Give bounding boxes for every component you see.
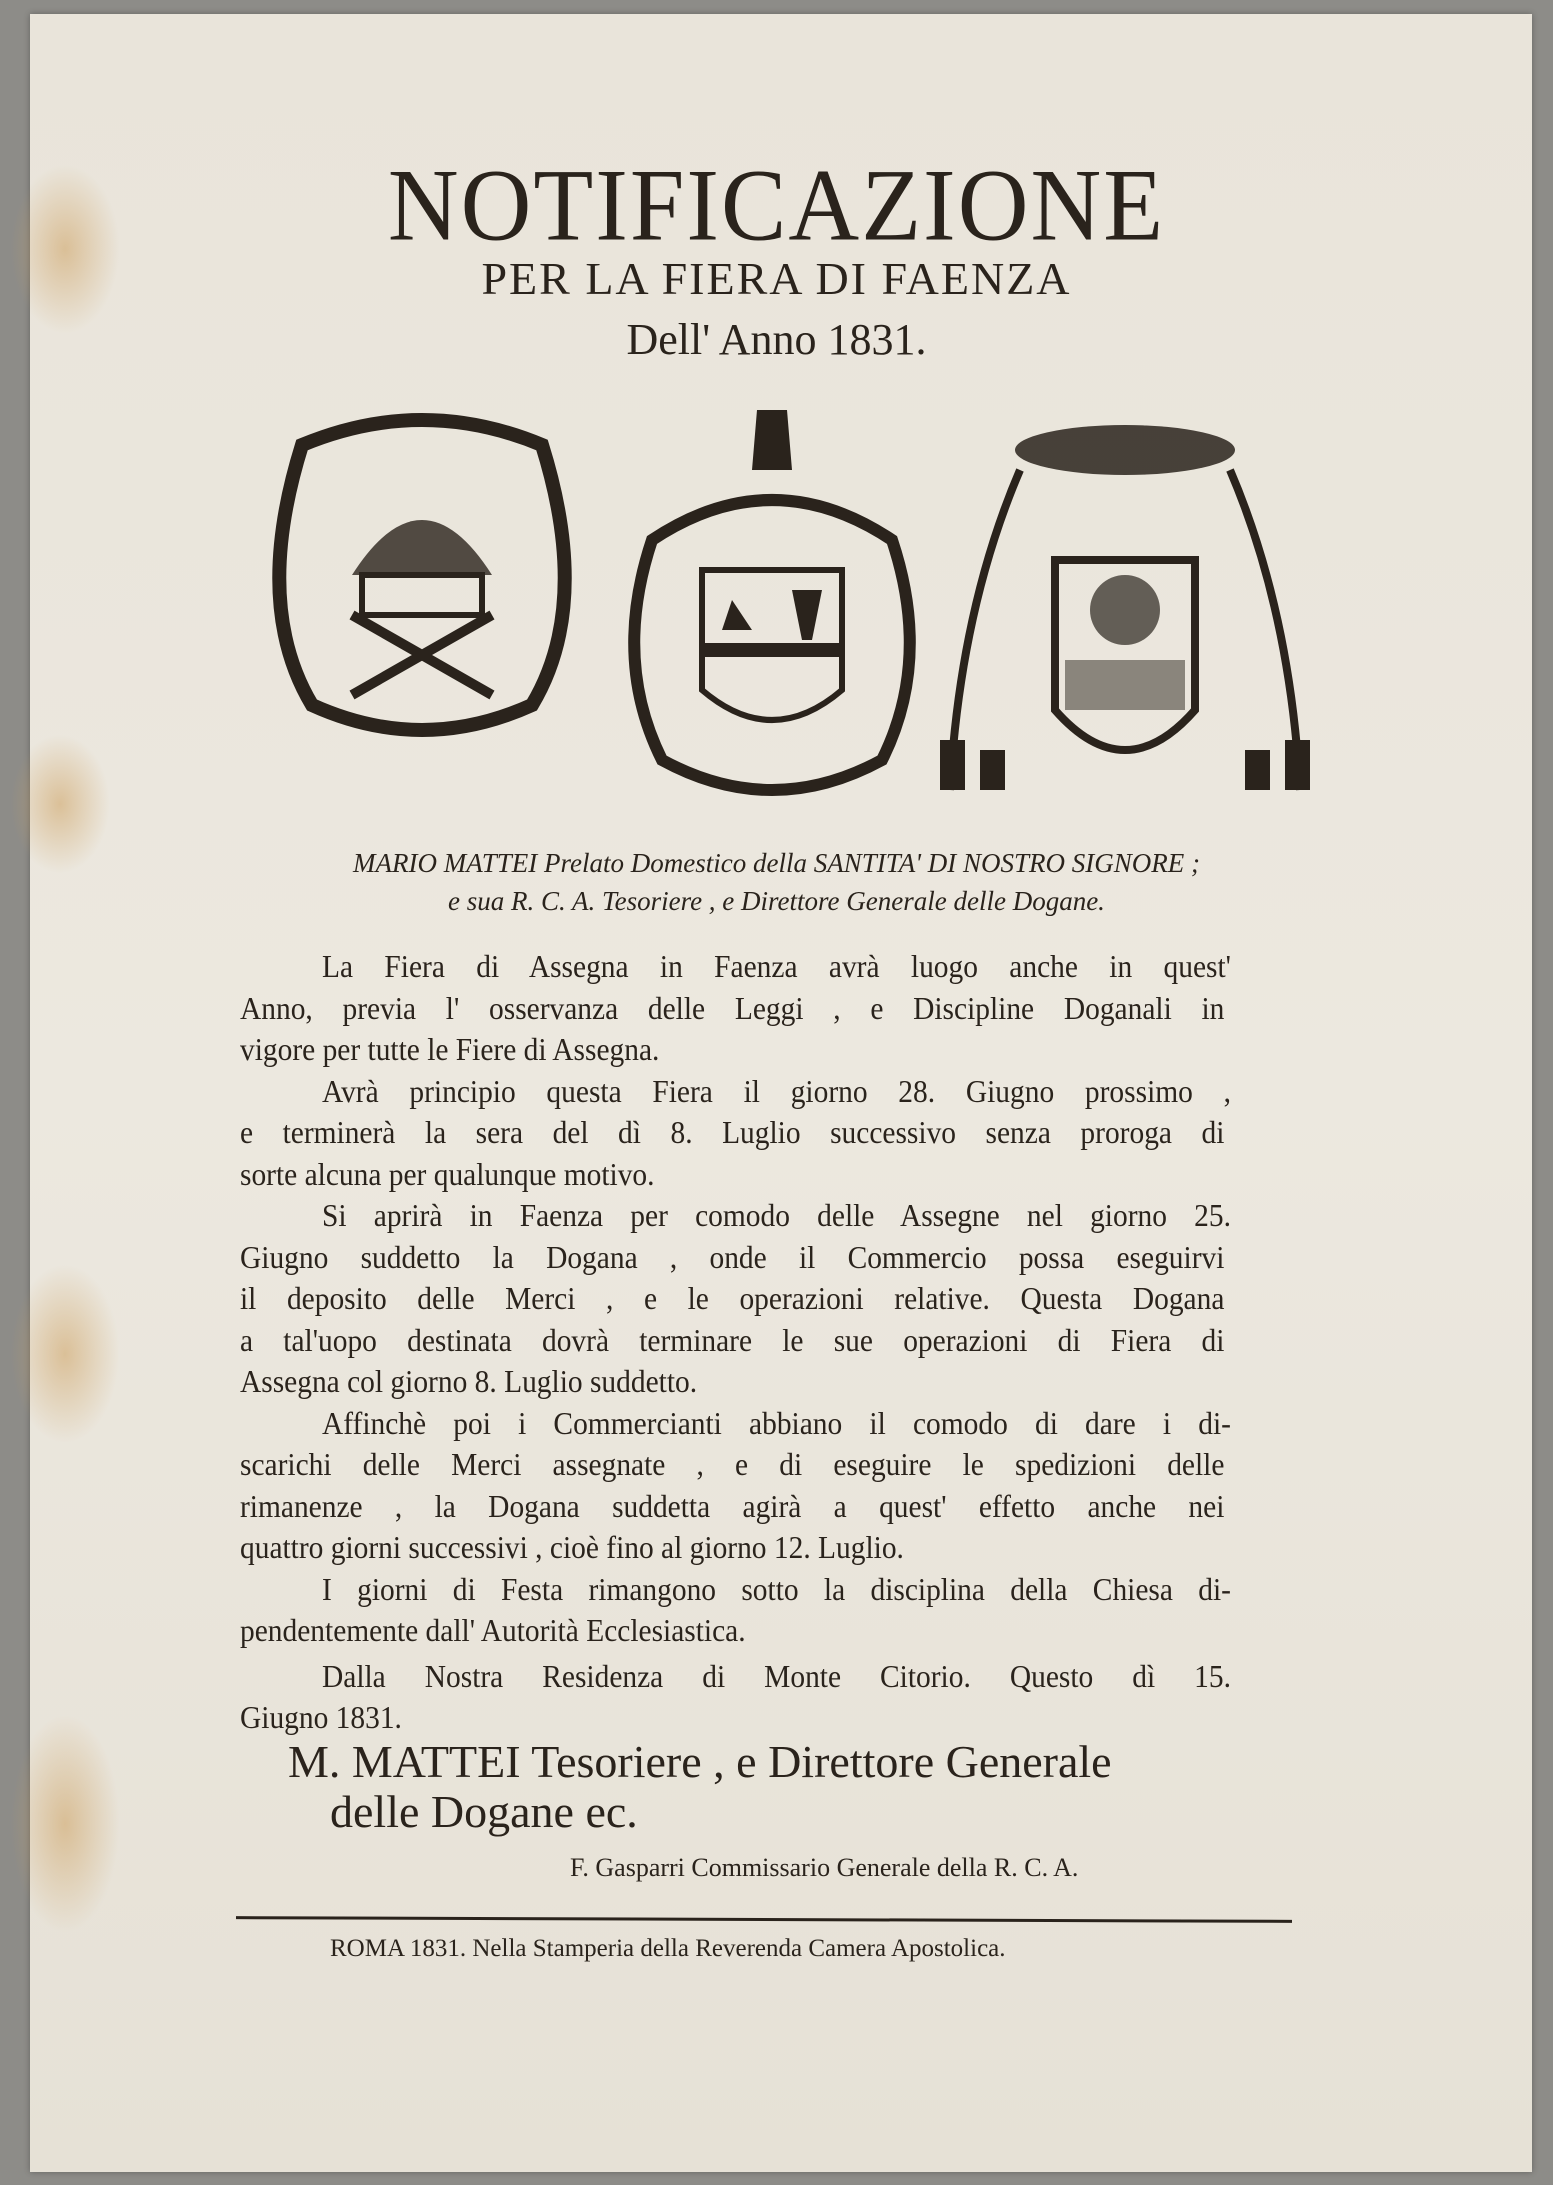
pope-arms-icon [612, 400, 932, 820]
body-line: Assegna col giorno 8. Luglio suddetto. [240, 1363, 698, 1399]
body-line: Si aprirà in Faenza per comodo delle Assegne nel giorno 25. [322, 1197, 1231, 1233]
body-line: Anno, previa l' osservanza delle Leggi , e Discipline Doganali in [240, 989, 1225, 1026]
body-line: pendentemente dall' Autorità Ecclesiastica. [240, 1612, 746, 1648]
body-line: Giugno suddetto la Dogana , onde il Commercio possa eseguirvi [240, 1238, 1225, 1275]
body-line: Dalla Nostra Residenza di Monte Citorio. Questo dì 15. [322, 1657, 1231, 1694]
body-line: La Fiera di Assegna in Faenza avrà luogo anche in quest' [322, 948, 1231, 984]
body-line: scarichi delle Merci assegnate , e di eseguire le spedizioni delle [240, 1446, 1225, 1482]
body-line: e terminerà la sera del dì 8. Luglio successivo senza proroga di [240, 1114, 1225, 1150]
body-line: Avrà principio questa Fiera il giorno 28. Giugno prossimo , [322, 1072, 1231, 1109]
body-line: il deposito delle Merci , e le operazioni relative. Questa Dogana [240, 1280, 1225, 1316]
body-line: sorte alcuna per qualunque motivo. [240, 1155, 655, 1192]
printer-imprint: ROMA 1831. Nella Stamperia della Reverenda Camera Apostolica. [330, 1935, 1006, 1962]
signature-line-1: M. MATTEI Tesoriere , e Direttore Generale [288, 1736, 1112, 1787]
document-year: Dell' Anno 1831. [626, 315, 927, 364]
body-line: I giorni di Festa rimangono sotto la disciplina della Chiesa di- [322, 1570, 1231, 1607]
document-subtitle: PER LA FIERA DI FAENZA [481, 253, 1072, 304]
body-line: a tal'uopo destinata dovrà terminare le sue operazioni di Fiera di [240, 1321, 1225, 1358]
issuer-heading-line-2: e sua R. C. A. Tesoriere , e Direttore Generale delle Dogane. [448, 886, 1105, 916]
signature-line-2: delle Dogane ec. [330, 1786, 638, 1837]
body-line: rimanenze , la Dogana suddetta agirà a quest' effetto anche nei [240, 1487, 1225, 1524]
issuer-heading-line-1: MARIO MATTEI Prelato Domestico della SANTITA' DI NOSTRO SIGNORE ; [353, 848, 1200, 878]
papal-arms-icon [262, 405, 582, 765]
document-title: NOTIFICAZIONE [387, 149, 1166, 263]
countersignature: F. Gasparri Commissario Generale della R. C. A. [570, 1853, 1079, 1882]
body-line: Giugno 1831. [240, 1699, 402, 1735]
body-line: Affinchè poi i Commercianti abbiano il comodo di dare i di- [322, 1404, 1231, 1441]
body-line: quattro giorni successivi , cioè fino al giorno 12. Luglio. [240, 1529, 904, 1565]
body-line: vigore per tutte le Fiere di Assegna. [240, 1031, 660, 1067]
cardinal-arms-icon [940, 410, 1310, 810]
